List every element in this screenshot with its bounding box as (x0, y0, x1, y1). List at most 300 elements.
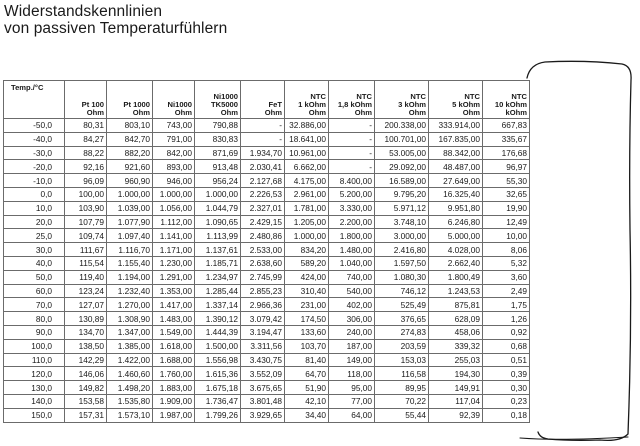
temperature-cell: 130,0 (4, 381, 65, 395)
title-line-1: Widerstandskennlinien (4, 3, 163, 20)
resistance-cell: 127,07 (65, 298, 107, 312)
resistance-cell: 1.800,00 (329, 229, 375, 243)
column-header-line: Ohm (408, 108, 426, 117)
resistance-cell: 830,83 (195, 132, 241, 146)
resistance-table (3, 80, 530, 423)
column-header (4, 81, 65, 119)
resistance-cell: 2.855,23 (241, 284, 285, 298)
resistance-cell: 1.909,00 (153, 394, 195, 408)
resistance-cell: 1.077,90 (107, 215, 153, 229)
resistance-cell: 960,90 (107, 174, 153, 188)
resistance-cell: 92,39 (429, 408, 483, 422)
resistance-cell: 167.835,00 (429, 132, 483, 146)
resistance-cell: 1.000,00 (107, 187, 153, 201)
resistance-cell: 913,48 (195, 160, 241, 174)
resistance-cell: 1.688,00 (153, 353, 195, 367)
resistance-cell: 791,00 (153, 132, 195, 146)
resistance-cell: 946,00 (153, 174, 195, 188)
resistance-cell: 274,83 (375, 325, 429, 339)
resistance-cell: 1.549,00 (153, 325, 195, 339)
resistance-cell: 3.311,56 (241, 339, 285, 353)
resistance-cell: 842,00 (153, 146, 195, 160)
resistance-cell: 34,40 (285, 408, 329, 422)
resistance-cell: 1.385,00 (107, 339, 153, 353)
table-row (4, 119, 530, 133)
resistance-cell: 842,70 (107, 132, 153, 146)
resistance-cell: 310,40 (285, 284, 329, 298)
resistance-cell: 1.760,00 (153, 367, 195, 381)
table-row (4, 132, 530, 146)
table-body (4, 119, 530, 423)
resistance-cell: 2.638,60 (241, 256, 285, 270)
resistance-cell: 176,68 (483, 146, 530, 160)
resistance-cell: 1.618,00 (153, 339, 195, 353)
resistance-cell: 5.971,12 (375, 201, 429, 215)
resistance-cell: 100,00 (65, 187, 107, 201)
column-header (241, 81, 285, 119)
resistance-cell: 3.000,00 (375, 229, 429, 243)
resistance-cell: 1,75 (483, 298, 530, 312)
column-header-line: 3 kOhm (398, 100, 426, 109)
temperature-cell: -50,0 (4, 119, 65, 133)
column-header-line: NTC (410, 92, 426, 101)
resistance-cell: 0,18 (483, 408, 530, 422)
resistance-cell: 88,22 (65, 146, 107, 160)
resistance-cell: 80,31 (65, 119, 107, 133)
resistance-cell: 746,12 (375, 284, 429, 298)
resistance-cell: 3.079,42 (241, 312, 285, 326)
temperature-cell: 10,0 (4, 201, 65, 215)
resistance-cell: 1.285,44 (195, 284, 241, 298)
resistance-cell: 1.800,49 (429, 270, 483, 284)
resistance-cell: 333.914,00 (429, 119, 483, 133)
temperature-cell: 25,0 (4, 229, 65, 243)
resistance-cell: 628,09 (429, 312, 483, 326)
resistance-cell: 1.171,00 (153, 243, 195, 257)
resistance-cell: 116,58 (375, 367, 429, 381)
table-row (4, 201, 530, 215)
column-header-line: 1 kOhm (298, 100, 326, 109)
header-row (4, 81, 530, 119)
resistance-cell: 3.801,48 (241, 394, 285, 408)
resistance-cell: 9.951,80 (429, 201, 483, 215)
resistance-cell: 740,00 (329, 270, 375, 284)
table-row (4, 298, 530, 312)
resistance-cell: 1.615,36 (195, 367, 241, 381)
column-header-line: Ohm (354, 108, 372, 117)
resistance-cell: 1.347,00 (107, 325, 153, 339)
resistance-cell: 2.480,86 (241, 229, 285, 243)
column-header (195, 81, 241, 119)
temperature-cell: 40,0 (4, 256, 65, 270)
resistance-cell: 1.444,39 (195, 325, 241, 339)
resistance-cell: 146,06 (65, 367, 107, 381)
resistance-cell: 55,44 (375, 408, 429, 422)
temperature-cell: -20,0 (4, 160, 65, 174)
table-row (4, 284, 530, 298)
temperature-cell: 100,0 (4, 339, 65, 353)
resistance-cell: 153,03 (375, 353, 429, 367)
column-header-line: Ni1000 (167, 100, 192, 109)
resistance-cell: - (241, 132, 285, 146)
resistance-cell: 1.000,00 (195, 187, 241, 201)
resistance-cell: 123,24 (65, 284, 107, 298)
resistance-cell: - (329, 132, 375, 146)
resistance-cell: 2,49 (483, 284, 530, 298)
column-header-line: 1,8 kOhm (337, 100, 372, 109)
column-header (65, 81, 107, 119)
resistance-cell: 64,00 (329, 408, 375, 422)
resistance-cell: 1.112,00 (153, 215, 195, 229)
resistance-cell: 882,20 (107, 146, 153, 160)
resistance-cell: 53.005,00 (375, 146, 429, 160)
resistance-cell: 200.338,00 (375, 119, 429, 133)
resistance-cell: 119,40 (65, 270, 107, 284)
resistance-cell: 1.291,00 (153, 270, 195, 284)
temperature-cell: 110,0 (4, 353, 65, 367)
table-row (4, 256, 530, 270)
resistance-cell: 203,59 (375, 339, 429, 353)
resistance-cell: 1.090,65 (195, 215, 241, 229)
resistance-cell: 1.040,00 (329, 256, 375, 270)
resistance-cell: 376,65 (375, 312, 429, 326)
resistance-cell: 16.589,00 (375, 174, 429, 188)
resistance-cell: 1.556,98 (195, 353, 241, 367)
resistance-cell: 92,16 (65, 160, 107, 174)
resistance-cell: 1.230,00 (153, 256, 195, 270)
resistance-cell: 29.092,00 (375, 160, 429, 174)
temperature-cell: 50,0 (4, 270, 65, 284)
resistance-cell: 16.325,40 (429, 187, 483, 201)
resistance-cell: 51,90 (285, 381, 329, 395)
column-header-line: 10 kOhm (494, 100, 527, 109)
resistance-cell: 42,10 (285, 394, 329, 408)
resistance-cell: 3.430,75 (241, 353, 285, 367)
temperature-cell: 140,0 (4, 394, 65, 408)
resistance-cell: 2.327,01 (241, 201, 285, 215)
resistance-cell: 525,49 (375, 298, 429, 312)
resistance-cell: - (329, 146, 375, 160)
resistance-cell: 1.535,80 (107, 394, 153, 408)
temperature-cell: 90,0 (4, 325, 65, 339)
column-header (375, 81, 429, 119)
resistance-cell: 27.649,00 (429, 174, 483, 188)
table-row (4, 381, 530, 395)
resistance-cell: 3.330,00 (329, 201, 375, 215)
resistance-cell: 3.194,47 (241, 325, 285, 339)
resistance-cell: 1.934,70 (241, 146, 285, 160)
temperature-cell: 120,0 (4, 367, 65, 381)
resistance-cell: 88.342,00 (429, 146, 483, 160)
resistance-cell: 84,27 (65, 132, 107, 146)
resistance-cell: 1.039,00 (107, 201, 153, 215)
resistance-cell: 107,79 (65, 215, 107, 229)
resistance-cell: 803,10 (107, 119, 153, 133)
resistance-cell: 100.701,00 (375, 132, 429, 146)
column-header-line: NTC (310, 92, 326, 101)
resistance-cell: 117,04 (429, 394, 483, 408)
resistance-cell: 32.886,00 (285, 119, 329, 133)
resistance-cell: 1.056,00 (153, 201, 195, 215)
resistance-cell: 2.200,00 (329, 215, 375, 229)
resistance-cell: 194,30 (429, 367, 483, 381)
column-header-line: NTC (511, 92, 527, 101)
temperature-cell: 0,0 (4, 187, 65, 201)
resistance-cell: 2.030,41 (241, 160, 285, 174)
resistance-cell: 64,70 (285, 367, 329, 381)
resistance-cell: 956,24 (195, 174, 241, 188)
document-title (4, 3, 227, 37)
temperature-cell: 80,0 (4, 312, 65, 326)
column-header-line: 5 kOhm (452, 100, 480, 109)
resistance-cell: 339,32 (429, 339, 483, 353)
resistance-cell: 240,00 (329, 325, 375, 339)
column-header-line: Pt 1000 (123, 100, 150, 109)
resistance-cell: 1.097,40 (107, 229, 153, 243)
column-header-line: TK5000 (210, 100, 238, 109)
column-header-line: FeT (268, 100, 282, 109)
column-header-line: kOhm (505, 108, 527, 117)
resistance-cell: 1.232,40 (107, 284, 153, 298)
resistance-cell: 1.141,00 (153, 229, 195, 243)
resistance-cell: 4.028,00 (429, 243, 483, 257)
resistance-cell: 1.883,00 (153, 381, 195, 395)
resistance-cell: 0,39 (483, 367, 530, 381)
resistance-cell: 130,89 (65, 312, 107, 326)
column-header-line: NTC (356, 92, 372, 101)
resistance-cell: 10.961,00 (285, 146, 329, 160)
resistance-cell: 2.961,00 (285, 187, 329, 201)
temperature-cell: -30,0 (4, 146, 65, 160)
resistance-cell: 1.480,00 (329, 243, 375, 257)
resistance-cell: 8,06 (483, 243, 530, 257)
table-row (4, 367, 530, 381)
resistance-cell: 118,00 (329, 367, 375, 381)
resistance-cell: 3.929,65 (241, 408, 285, 422)
table-row (4, 187, 530, 201)
resistance-cell: 0,23 (483, 394, 530, 408)
resistance-cell: - (241, 119, 285, 133)
resistance-cell: 424,00 (285, 270, 329, 284)
resistance-cell: 921,60 (107, 160, 153, 174)
resistance-cell: 458,06 (429, 325, 483, 339)
column-header (429, 81, 483, 119)
column-header-line: Ohm (308, 108, 326, 117)
resistance-cell: 96,09 (65, 174, 107, 188)
resistance-cell: 3.552,09 (241, 367, 285, 381)
resistance-cell: 743,00 (153, 119, 195, 133)
table-row (4, 353, 530, 367)
table-row (4, 243, 530, 257)
resistance-cell: 8.400,00 (329, 174, 375, 188)
resistance-cell: 12,49 (483, 215, 530, 229)
resistance-cell: 3.748,10 (375, 215, 429, 229)
title-line-2: von passiven Temperaturfühlern (4, 20, 228, 37)
resistance-cell: 187,00 (329, 339, 375, 353)
resistance-cell: 32,65 (483, 187, 530, 201)
column-header (153, 81, 195, 119)
table-row (4, 174, 530, 188)
resistance-cell: 2.662,40 (429, 256, 483, 270)
resistance-cell: 1.137,61 (195, 243, 241, 257)
temperature-cell: 150,0 (4, 408, 65, 422)
resistance-cell: 149,82 (65, 381, 107, 395)
column-header-line: Ohm (86, 108, 104, 117)
resistance-cell: 4.175,00 (285, 174, 329, 188)
resistance-cell: 1.243,53 (429, 284, 483, 298)
column-header-line: Ohm (174, 108, 192, 117)
resistance-cell: 1.155,40 (107, 256, 153, 270)
column-header-line: Ni1000 (213, 92, 238, 101)
resistance-cell: 0,30 (483, 381, 530, 395)
resistance-cell: 6.662,00 (285, 160, 329, 174)
resistance-cell: 2.226,53 (241, 187, 285, 201)
resistance-cell: 133,60 (285, 325, 329, 339)
resistance-cell: 1.205,00 (285, 215, 329, 229)
temperature-cell: 60,0 (4, 284, 65, 298)
column-header-line: Ohm (220, 108, 238, 117)
resistance-cell: 149,91 (429, 381, 483, 395)
column-header-line: NTC (464, 92, 480, 101)
resistance-cell: 48.487,00 (429, 160, 483, 174)
resistance-cell: 55,30 (483, 174, 530, 188)
resistance-cell: 667,83 (483, 119, 530, 133)
resistance-cell: 1.781,00 (285, 201, 329, 215)
resistance-cell: 1.270,00 (107, 298, 153, 312)
resistance-cell: 6.246,80 (429, 215, 483, 229)
resistance-cell: 109,74 (65, 229, 107, 243)
resistance-cell: 589,20 (285, 256, 329, 270)
column-header (285, 81, 329, 119)
resistance-cell: 95,00 (329, 381, 375, 395)
temperature-cell: 20,0 (4, 215, 65, 229)
resistance-cell: 1.799,26 (195, 408, 241, 422)
resistance-cell: 231,00 (285, 298, 329, 312)
resistance-cell: 2.127,68 (241, 174, 285, 188)
resistance-cell: 1.000,00 (153, 187, 195, 201)
resistance-cell: 306,00 (329, 312, 375, 326)
column-header (329, 81, 375, 119)
resistance-cell: 0,51 (483, 353, 530, 367)
resistance-cell: 1.000,00 (285, 229, 329, 243)
resistance-cell: 18.641,00 (285, 132, 329, 146)
resistance-cell: 138,50 (65, 339, 107, 353)
resistance-cell: 1.422,00 (107, 353, 153, 367)
resistance-cell: 153,58 (65, 394, 107, 408)
resistance-cell: 871,69 (195, 146, 241, 160)
resistance-cell: 1.736,47 (195, 394, 241, 408)
resistance-cell: 5,32 (483, 256, 530, 270)
column-header (107, 81, 153, 119)
resistance-cell: 0,92 (483, 325, 530, 339)
resistance-cell: 157,31 (65, 408, 107, 422)
table-row (4, 339, 530, 353)
table-row (4, 408, 530, 422)
table-row (4, 394, 530, 408)
resistance-cell: 5.200,00 (329, 187, 375, 201)
column-header-line: Pt 100 (81, 100, 104, 109)
resistance-cell: 1.500,00 (195, 339, 241, 353)
resistance-cell: 3,60 (483, 270, 530, 284)
resistance-cell: - (329, 119, 375, 133)
resistance-cell: 1.353,00 (153, 284, 195, 298)
resistance-cell: 335,67 (483, 132, 530, 146)
resistance-cell: 115,54 (65, 256, 107, 270)
resistance-cell: 1.308,90 (107, 312, 153, 326)
resistance-cell: 0,68 (483, 339, 530, 353)
table-row (4, 160, 530, 174)
resistance-cell: 2.429,15 (241, 215, 285, 229)
column-header-line: Ohm (132, 108, 150, 117)
resistance-cell: 1.675,18 (195, 381, 241, 395)
temperature-cell: 30,0 (4, 243, 65, 257)
resistance-cell: 1.185,71 (195, 256, 241, 270)
column-header-line: Ohm (264, 108, 282, 117)
resistance-cell: 142,29 (65, 353, 107, 367)
resistance-cell: 9.795,20 (375, 187, 429, 201)
resistance-cell: 1.417,00 (153, 298, 195, 312)
resistance-cell: 3.675,65 (241, 381, 285, 395)
resistance-cell: 134,70 (65, 325, 107, 339)
resistance-cell: 174,50 (285, 312, 329, 326)
resistance-cell: 5.000,00 (429, 229, 483, 243)
resistance-cell: 103,90 (65, 201, 107, 215)
resistance-cell: 10,00 (483, 229, 530, 243)
table-row (4, 312, 530, 326)
resistance-cell: 2.533,00 (241, 243, 285, 257)
table-row (4, 325, 530, 339)
resistance-cell: 2.966,36 (241, 298, 285, 312)
resistance-cell: 1.044,79 (195, 201, 241, 215)
table-row (4, 229, 530, 243)
resistance-cell: 1.987,00 (153, 408, 195, 422)
resistance-cell: 1.337,14 (195, 298, 241, 312)
resistance-cell: 1.116,70 (107, 243, 153, 257)
resistance-cell: 402,00 (329, 298, 375, 312)
resistance-cell: 1.460,60 (107, 367, 153, 381)
resistance-cell: - (329, 160, 375, 174)
resistance-cell: 540,00 (329, 284, 375, 298)
resistance-cell: 1.113,99 (195, 229, 241, 243)
resistance-cell: 1.234,97 (195, 270, 241, 284)
resistance-cell: 103,70 (285, 339, 329, 353)
column-header-line: Temp./°C (11, 83, 44, 92)
resistance-cell: 77,00 (329, 394, 375, 408)
column-header-line: Ohm (462, 108, 480, 117)
resistance-cell: 893,00 (153, 160, 195, 174)
resistance-cell: 1.498,20 (107, 381, 153, 395)
resistance-cell: 834,20 (285, 243, 329, 257)
resistance-cell: 149,00 (329, 353, 375, 367)
resistance-cell: 1.483,00 (153, 312, 195, 326)
resistance-cell: 1.573,10 (107, 408, 153, 422)
temperature-cell: 70,0 (4, 298, 65, 312)
resistance-cell: 111,67 (65, 243, 107, 257)
resistance-cell: 19,90 (483, 201, 530, 215)
resistance-cell: 70,22 (375, 394, 429, 408)
table-row (4, 146, 530, 160)
resistance-cell: 96,97 (483, 160, 530, 174)
resistance-cell: 81,40 (285, 353, 329, 367)
resistance-cell: 89,95 (375, 381, 429, 395)
resistance-cell: 790,88 (195, 119, 241, 133)
resistance-cell: 2.416,80 (375, 243, 429, 257)
temperature-cell: -10,0 (4, 174, 65, 188)
column-header (483, 81, 530, 119)
resistance-cell: 875,81 (429, 298, 483, 312)
resistance-cell: 2.745,99 (241, 270, 285, 284)
resistance-cell: 1.597,50 (375, 256, 429, 270)
